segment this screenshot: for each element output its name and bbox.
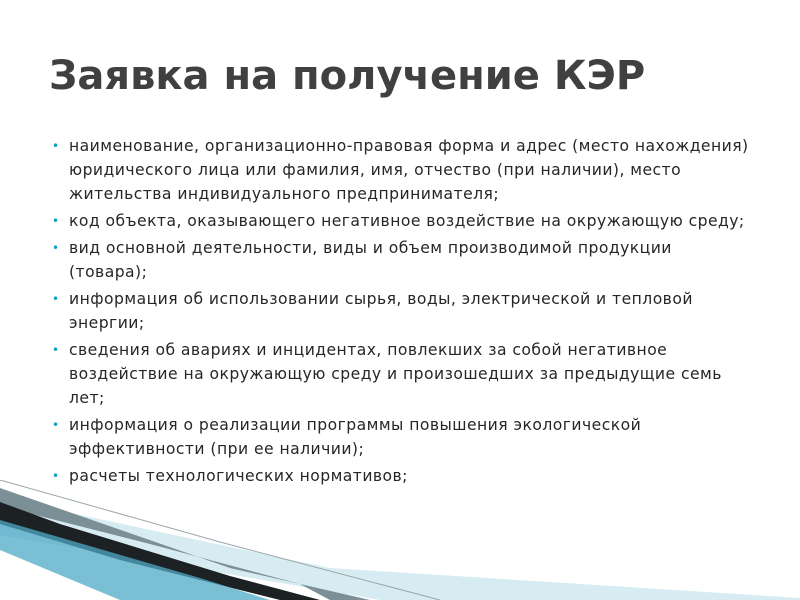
list-item [52,209,752,233]
list-item [52,464,752,488]
bullet-icon: • [52,139,60,153]
bullet-icon: • [52,292,60,306]
list-item [52,134,752,206]
list-item-text: код объекта, оказывающего негативное воздействие на окружающую среду; [69,212,745,230]
bullet-icon: • [52,469,60,483]
bullet-icon: • [52,343,60,357]
bullet-icon: • [52,241,60,255]
list-item [52,338,752,410]
bullet-icon: • [52,418,60,432]
list-item-text: расчеты технологических нормативов; [69,467,408,485]
bullet-list [52,134,752,491]
bullet-icon: • [52,214,60,228]
slide-title: Заявка на получение КЭР [49,53,646,99]
list-item-text: информация об использовании сырья, воды, электрической и тепловой энергии; [69,290,693,332]
list-item-text: сведения об авариях и инцидентах, повлекших за собой негативное воздействие на окружающую среду и произошедших за предыдущие семь лет; [69,341,722,407]
list-item [52,413,752,461]
slide-decoration [0,480,800,600]
list-item-text: информация о реализации программы повышения экологической эффективности (при ее наличии); [69,416,642,458]
list-item [52,236,752,284]
list-item-text: вид основной деятельности, виды и объем производимой продукции (товара); [69,239,672,281]
list-item-text: наименование, организационно-правовая форма и адрес (место нахождения) юридического лица или фамилия, имя, отчество (при наличии), место жительства индивидуального предпринимателя; [69,137,749,203]
list-item [52,287,752,335]
